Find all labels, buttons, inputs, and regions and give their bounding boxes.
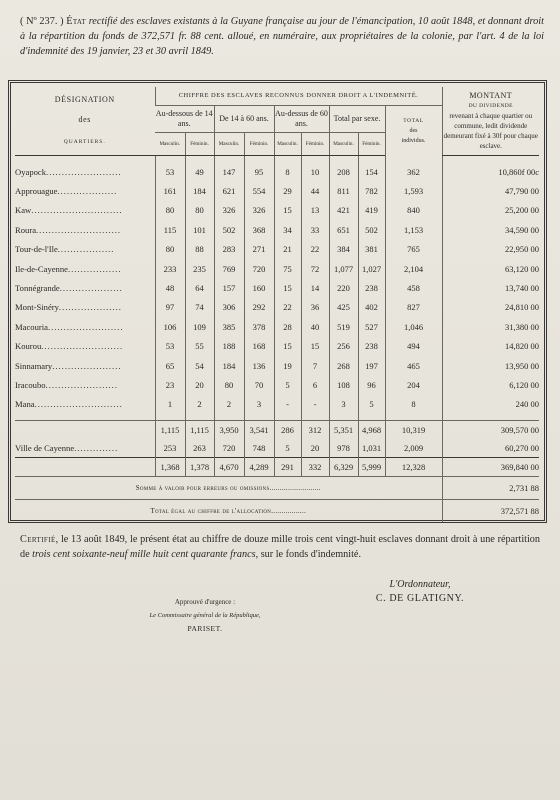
quartier-name-cell [15,439,155,458]
certification-text [20,532,540,562]
count-cell: 238 [358,337,385,356]
count-cell: 286 [274,421,301,440]
count-cell: 106 [155,317,185,336]
count-cell: 253 [155,439,185,458]
count-cell: 80 [155,201,185,220]
quartier-name: Roura [15,224,37,235]
montant-cell: 47,790 00 [442,181,539,200]
count-cell: 811 [329,181,358,200]
feminin-header: Féminin. [185,133,214,156]
count-cell: 40 [301,317,329,336]
quartier-name: Kaw [15,205,32,216]
montant-cell: 13,950 00 [442,356,539,375]
feminin-header: Féminin. [358,133,385,156]
count-cell: 15 [274,337,301,356]
total-individus-cell: 12,328 [385,458,442,477]
total-egal-row-label [15,500,442,523]
count-cell: 8 [274,162,301,181]
count-cell: 502 [358,220,385,239]
total-individus-cell: 204 [385,375,442,394]
count-cell: 306 [214,298,244,317]
count-cell: 2 [185,395,214,414]
total-egal-row [15,500,539,523]
count-cell: 7 [301,356,329,375]
count-cell: 238 [358,278,385,297]
count-cell: 384 [329,240,358,259]
count-cell: 3 [329,395,358,414]
montant-cell: 14,820 00 [442,337,539,356]
count-cell: 291 [274,458,301,477]
count-cell: 15 [301,337,329,356]
count-cell: 96 [358,375,385,394]
count-cell: 80 [155,240,185,259]
montant-cell: 25,200 00 [442,201,539,220]
feminin-header: Féminin. [244,133,274,156]
count-cell: 381 [358,240,385,259]
count-cell: 197 [358,356,385,375]
montant-cell: 24,810 00 [442,298,539,317]
certif-text-2: , sur le fonds d'indemnité. [255,549,362,560]
count-cell: 5 [274,375,301,394]
quartier-name: Oyapock [15,166,47,177]
count-cell: 157 [214,278,244,297]
commissaire-name: PARISET. [187,624,223,633]
quartier-name-cell [15,395,155,414]
total-individus-cell: 2,009 [385,439,442,458]
total-individus-cell: 827 [385,298,442,317]
count-cell: 2 [214,395,244,414]
count-cell: 502 [214,220,244,239]
quartier-name-cell [15,421,155,440]
quartier-name-cell [15,337,155,356]
count-cell: 326 [214,201,244,220]
count-cell: 4,968 [358,421,385,440]
ordonnateur-signature [320,578,520,606]
count-cell: 6 [301,375,329,394]
leader-dots: ...................... [52,360,122,371]
count-cell: 1,077 [329,259,358,278]
count-cell: 271 [244,240,274,259]
count-cell: 3 [244,395,274,414]
count-cell: 1,027 [358,259,385,278]
somme-erreurs-row-value: 2,731 88 [442,477,539,500]
leader-dots: ............................ [34,399,123,410]
count-cell: 101 [185,220,214,239]
count-cell: 88 [185,240,214,259]
quartier-name: Mont-Sinéry [15,302,59,313]
quartier-name-cell [15,298,155,317]
leader-dots: .............. [74,443,119,454]
total-individus-cell: 2,104 [385,259,442,278]
quartier-name-cell [15,317,155,336]
ordonnateur-title: L'Ordonnateur, [389,579,451,590]
table-row [15,395,539,414]
count-cell: 53 [155,162,185,181]
count-cell: 782 [358,181,385,200]
leader-dots: ........................ [46,166,122,177]
quartier-name-cell [15,458,155,477]
leader-dots: ......................... [269,484,321,493]
count-cell: 19 [274,356,301,375]
footer-label-text: Total égal au chiffre de l'allocation [150,507,272,516]
leader-dots: ........................... [36,224,122,235]
count-cell: 14 [301,278,329,297]
quartier-name-cell [15,181,155,200]
count-cell: 233 [155,259,185,278]
count-cell: 72 [301,259,329,278]
count-cell: 147 [214,162,244,181]
count-cell: 978 [329,439,358,458]
count-cell: 108 [329,375,358,394]
approval-block [110,596,300,635]
quartier-name: Macouria [15,321,48,332]
group-14-60-header: De 14 à 60 ans. [214,106,274,133]
quartier-name: Tonnégrande [15,283,60,294]
count-cell: 5,351 [329,421,358,440]
quartier-name-cell [15,259,155,278]
count-cell: 80 [214,375,244,394]
table-row [15,181,539,200]
count-cell: 188 [214,337,244,356]
count-cell: 44 [301,181,329,200]
montant-cell: 309,570 00 [442,421,539,440]
somme-erreurs-row [15,477,539,500]
montant-cell: 34,590 00 [442,220,539,239]
count-cell: 425 [329,298,358,317]
group-total-sexe-header: Total par sexe. [329,106,385,133]
count-cell: 74 [185,298,214,317]
count-cell: 13 [301,201,329,220]
total-individus-cell: 1,593 [385,181,442,200]
masculin-header: Masculin. [329,133,358,156]
count-cell: 65 [155,356,185,375]
total-individus-cell: 8 [385,395,442,414]
header-text: rectifié des esclaves existants à la Guyane française au jour de l'émancipation, 10 août 1848, et donnant droit à la répartition du fonds de 372,571 fr. 88 cent. alloué, en numéraire, aux propriétaires de la colonie, par l'art. 4 de la loi d'indemnité des 19 janvier, 23 et 30 avril 1849. [20,16,545,57]
footer-label-text: Somme à valoir pour erreurs ou omissions [135,484,270,493]
leader-dots: .................. [57,244,115,255]
quartier-name-cell [15,375,155,394]
quartier-name-cell [15,201,155,220]
quartier-name: Iracoubo [15,379,46,390]
certif-amount-words: trois cent soixante-neuf mille huit cent quarante francs [32,549,256,560]
count-cell: 15 [274,201,301,220]
document-number: ( Nº 237. ) [20,16,64,27]
count-cell: 326 [244,201,274,220]
leader-dots: .................... [58,302,122,313]
count-cell: 28 [274,317,301,336]
group-over-60-header: Au-dessus de 60 ans. [274,106,329,133]
count-cell: 136 [244,356,274,375]
certif-text-1: , le 13 août 1849, le présent état au chiffre de douze mille trois cent vingt-huit esclaves donnant droit à une répartition de [20,534,540,560]
count-cell: 769 [214,259,244,278]
count-cell: 621 [214,181,244,200]
count-cell: 5 [358,395,385,414]
count-cell: 20 [301,439,329,458]
table-row [15,220,539,239]
count-cell: 312 [301,421,329,440]
count-cell: 75 [274,259,301,278]
group-under-14-header: Au-dessous de 14 ans. [155,109,213,128]
ordonnateur-name: C. DE GLATIGNY. [375,593,465,604]
masculin-header: Masculin. [214,133,244,156]
count-cell: 64 [185,278,214,297]
count-cell: 720 [244,259,274,278]
table-row [15,337,539,356]
approval-line: Approuvé d'urgence : [174,598,236,606]
count-cell: 527 [358,317,385,336]
count-cell: 256 [329,337,358,356]
count-cell: 168 [244,337,274,356]
count-cell: 235 [185,259,214,278]
count-cell: 29 [274,181,301,200]
count-cell: 1,378 [185,458,214,477]
count-cell: 263 [185,439,214,458]
montant-cell: 6,120 00 [442,375,539,394]
total-individus-cell: 494 [385,337,442,356]
chiffre-header: CHIFFRE DES ESCLAVES RECONNUS DONNER DROIT A L'INDEMNITÉ. [155,87,442,106]
count-cell: 22 [301,240,329,259]
slave-count-table [15,87,539,522]
montant-cell: 22,950 00 [442,240,539,259]
montant-header: MONTANT DU DIVIDENDE revenant à chaque quartier ou commune, ledit dividende demeurant fixé à 30f pour chaque esclave. [442,87,539,156]
count-cell: 220 [329,278,358,297]
quartier-name-cell [15,356,155,375]
montant-cell: 13,740 00 [442,278,539,297]
leader-dots: ................... [57,186,118,197]
total-individus-cell: 840 [385,201,442,220]
table-row [15,298,539,317]
quartier-name: Tour-de-l'Ile [15,244,58,255]
count-cell: 1,368 [155,458,185,477]
slave-count-table-frame [8,80,547,523]
count-cell: 53 [155,337,185,356]
subtotal-row [15,421,539,440]
count-cell: 33 [301,220,329,239]
masculin-header: Masculin. [274,133,301,156]
count-cell: 554 [244,181,274,200]
total-egal-row-value: 372,571 88 [442,500,539,523]
count-cell: 21 [274,240,301,259]
count-cell: 15 [274,278,301,297]
count-cell: 1 [155,395,185,414]
grand-total-row [15,458,539,477]
count-cell: 748 [244,439,274,458]
table-row [15,375,539,394]
montant-cell: 60,270 00 [442,439,539,458]
count-cell: 49 [185,162,214,181]
total-individus-cell: 362 [385,162,442,181]
ville-de-cayenne-row [15,439,539,458]
table-row [15,201,539,220]
leader-dots: ....................... [45,379,118,390]
table-row [15,162,539,181]
count-cell: 651 [329,220,358,239]
count-cell: 80 [185,201,214,220]
count-cell: 268 [329,356,358,375]
leader-dots: ................. [271,507,307,516]
etat-word: État [66,16,86,27]
quartier-name: Mana [15,399,35,410]
quartier-name: Ile-de-Cayenne [15,263,68,274]
count-cell: 34 [274,220,301,239]
total-individus-cell: 1,046 [385,317,442,336]
count-cell: 20 [185,375,214,394]
count-cell: 402 [358,298,385,317]
leader-dots: .......................... [41,341,124,352]
total-individus-cell: 765 [385,240,442,259]
montant-cell: 369,840 00 [442,458,539,477]
designation-header: DÉSIGNATION des QUARTIERS. [15,87,155,156]
total-individus-cell: 10,319 [385,421,442,440]
count-cell: 720 [214,439,244,458]
count-cell: 378 [244,317,274,336]
count-cell: 1,115 [185,421,214,440]
count-cell: - [274,395,301,414]
count-cell: 208 [329,162,358,181]
quartier-name: Kourou [15,341,42,352]
leader-dots: .................... [59,283,123,294]
table-row [15,317,539,336]
count-cell: 1,115 [155,421,185,440]
count-cell: 283 [214,240,244,259]
count-cell: 154 [358,162,385,181]
count-cell: 385 [214,317,244,336]
total-individus-cell: 465 [385,356,442,375]
table-row [15,278,539,297]
certifie-word: Certifié [20,534,56,545]
leader-dots: ................. [67,263,122,274]
document-header [20,14,544,59]
total-individus-header: TOTAL des individus. [385,106,442,156]
count-cell: 115 [155,220,185,239]
count-cell: 292 [244,298,274,317]
count-cell: 4,670 [214,458,244,477]
quartier-name-cell [15,162,155,181]
count-cell: 97 [155,298,185,317]
count-cell: 4,289 [244,458,274,477]
count-cell: 160 [244,278,274,297]
total-individus-cell: 1,153 [385,220,442,239]
count-cell: 184 [214,356,244,375]
count-cell: 5,999 [358,458,385,477]
count-cell: 10 [301,162,329,181]
quartier-name: Approuague [15,186,58,197]
quartier-name-cell [15,278,155,297]
count-cell: 5 [274,439,301,458]
count-cell: 368 [244,220,274,239]
masculin-header: Masculin. [155,133,185,156]
count-cell: 23 [155,375,185,394]
montant-cell: 63,120 00 [442,259,539,278]
count-cell: 54 [185,356,214,375]
montant-cell: 31,380 00 [442,317,539,336]
count-cell: 22 [274,298,301,317]
quartier-name: Ville de Cayenne [15,443,75,454]
total-individus-cell: 458 [385,278,442,297]
commissaire-line: Le Commissaire général de la République, [149,612,261,619]
count-cell: 419 [358,201,385,220]
count-cell: 1,031 [358,439,385,458]
count-cell: 3,950 [214,421,244,440]
count-cell: 332 [301,458,329,477]
count-cell: - [301,395,329,414]
table-row [15,356,539,375]
count-cell: 55 [185,337,214,356]
count-cell: 421 [329,201,358,220]
count-cell: 48 [155,278,185,297]
count-cell: 109 [185,317,214,336]
count-cell: 519 [329,317,358,336]
count-cell: 161 [155,181,185,200]
count-cell: 3,541 [244,421,274,440]
quartier-name: Sinnamary [15,360,53,371]
count-cell: 95 [244,162,274,181]
somme-erreurs-row-label [15,477,442,500]
count-cell: 184 [185,181,214,200]
quartier-name-cell [15,240,155,259]
leader-dots: ........................ [47,321,124,332]
feminin-header: Féminin. [301,133,329,156]
montant-cell: 240 00 [442,395,539,414]
table-row [15,259,539,278]
montant-cell: 10,860f 00c [442,162,539,181]
leader-dots: ............................. [31,205,123,216]
count-cell: 36 [301,298,329,317]
table-row [15,240,539,259]
count-cell: 6,329 [329,458,358,477]
count-cell: 70 [244,375,274,394]
quartier-name-cell [15,220,155,239]
